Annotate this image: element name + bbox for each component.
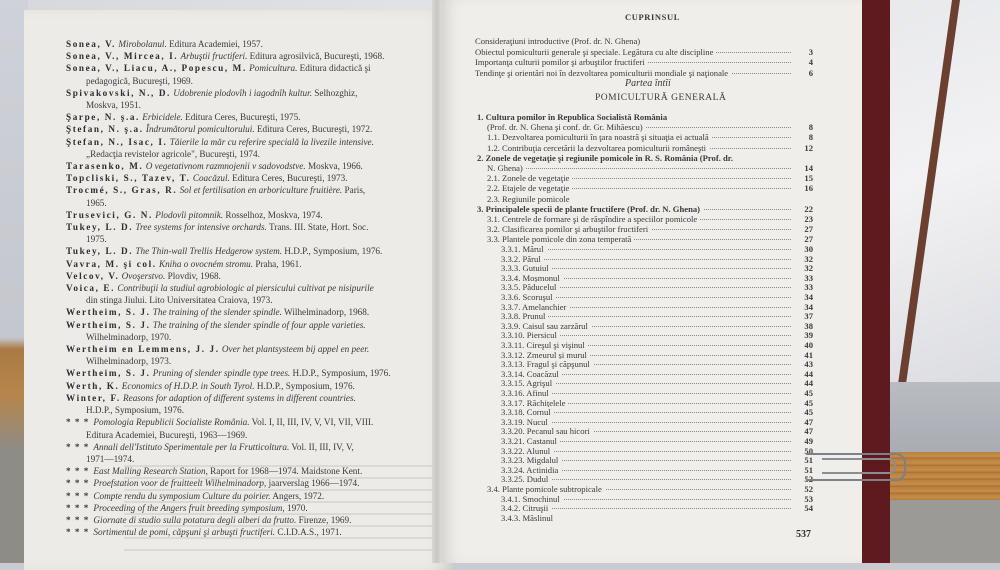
entry-author: Tarasenko, M. — [66, 161, 144, 172]
entry-title: Udobrenie plodovîh i iagodnîh kultur. — [173, 87, 312, 98]
bibliography-entry — [66, 221, 426, 233]
bibliography-entry — [66, 233, 426, 245]
toc-entry-page: 33 — [804, 272, 813, 283]
entry-title: Contribuţii la studiul agrobiologic al piersicului cultivat pe nisipurile — [117, 283, 374, 294]
toc-entry-label: N. Ghena) — [487, 163, 526, 173]
toc-entry — [475, 302, 813, 312]
toc-entry-page: 27 — [804, 224, 813, 235]
entry-title: The training of the slender spindle. — [152, 307, 282, 318]
entry-author: Werth, K. — [66, 380, 120, 391]
entry-title: Îndrumătorul pomicultorului. — [145, 124, 255, 135]
entry-publication: Trans. III. State, Hort. Soc. — [266, 222, 369, 233]
toc-entry-page: 47 — [804, 426, 813, 437]
toc-entry — [475, 484, 813, 494]
bibliography-entry — [66, 111, 426, 123]
entry-author: Ştefan, N. ş.a. — [66, 124, 144, 135]
toc-entry-page: 49 — [804, 436, 813, 446]
entry-title: Pruning of slender spindle type trees. — [152, 368, 291, 379]
toc-entry — [475, 132, 813, 142]
toc-entry-page: 27 — [804, 234, 813, 245]
entry-author: Voica, E. — [66, 283, 116, 294]
toc-entry-page: 34 — [804, 301, 813, 312]
toc-entry — [475, 282, 813, 292]
toc-entry-label: 3.3.17. Răchiţelele — [501, 398, 568, 408]
entry-title: Economics of H.D.P. in South Tyrol. — [121, 380, 255, 391]
toc-entry-page: 45 — [804, 388, 813, 398]
entry-publication: Raport for 1968—1974. Maidstone Kent. — [207, 466, 363, 477]
toc-entry — [475, 417, 813, 427]
leader-dots — [501, 259, 791, 260]
anonymous-marker: * * * — [66, 514, 90, 525]
toc-entry — [475, 388, 813, 398]
toc-entry — [475, 163, 813, 173]
toc-entry — [475, 244, 813, 254]
bibliography-entry — [66, 87, 426, 99]
entry-author: Trusevici, G. N. — [66, 209, 153, 220]
entry-publication: Editura Academiei, 1957. — [166, 39, 263, 49]
entry-title: Proceeding of the Angers fruit breeding symposium, — [93, 502, 285, 513]
toc-entry — [475, 446, 813, 456]
toc-entry — [475, 143, 813, 153]
entry-publication: Vol. II, III, IV, V, — [289, 441, 354, 452]
toc-entry-label: 3.3.16. Afinul — [501, 388, 552, 398]
entry-publication: Selhozghiz, — [312, 87, 358, 98]
bibliography-entry — [66, 209, 426, 221]
bibliography-list — [66, 38, 426, 538]
entry-author: Tukey, L. D. — [66, 222, 134, 233]
entry-title: Pomologia Republicii Socialiste România. — [93, 417, 250, 428]
entry-title: Tree systems for intensive orchards. — [135, 222, 267, 233]
toc-entry — [475, 426, 813, 436]
toc-entry-page: 4 — [808, 57, 813, 67]
background-stone-floor — [888, 500, 1000, 563]
toc-entry-page: 51 — [804, 455, 813, 466]
entry-publication: H.D.P., Symposium, 1976. — [254, 380, 355, 391]
entry-title: Tăierile la măr cu referire specială la livezile intensive. — [169, 136, 374, 147]
entry-author: Topcliski, S., Tazev, T. — [66, 173, 191, 184]
entry-publication: 1970. — [284, 502, 308, 513]
bibliography-entry — [66, 416, 426, 428]
toc-entry-label: 3.3.13. Fragul şi căpşunul — [501, 359, 593, 369]
toc-entry-label: Obiectul pomiculturii generale şi speciale. Legătura cu alte discipline — [475, 47, 716, 57]
toc-entry — [475, 112, 813, 122]
toc-entry-page: 15 — [804, 173, 813, 184]
entry-publication: Vol. I, II, III, IV, V, VI, VII, VIII. — [249, 417, 374, 428]
entry-author: Sonea, V., Liacu, A., Popescu, M. — [66, 63, 247, 74]
entry-continuation: „Redacţia revistelor agricole", Bucureşti, 1974. — [86, 148, 260, 159]
toc-title: CUPRINSUL — [625, 12, 680, 22]
toc-entry-label: 3.3.25. Dudul — [501, 474, 551, 484]
toc-entry — [475, 47, 813, 57]
toc-entry-label: 3.3.8. Prunul — [501, 311, 548, 321]
entry-continuation: Moskva, 1951. — [86, 100, 141, 111]
toc-entry — [475, 173, 813, 183]
toc-entry-label: 3.3.3. Gutuiul — [501, 263, 552, 273]
entry-publication: Firenze, 1969. — [296, 514, 352, 525]
toc-entry-label: 3.3.6. Scoruşul — [501, 292, 556, 302]
toc-entry-label: 3.3. Plantele pomicole din zona temperată — [487, 234, 634, 244]
entry-title: Arbuştii fructiferi. — [180, 51, 248, 62]
toc-entry-label: 3.4.3. Măslinul — [501, 513, 556, 523]
anonymous-marker: * * * — [66, 441, 90, 452]
anonymous-marker: * * * — [66, 527, 90, 538]
toc-entry — [475, 369, 813, 379]
entry-author: Trocmé, S., Gras, R. — [66, 185, 178, 196]
toc-entry-label: 3.3.4. Moşmonul — [501, 273, 563, 283]
bibliography-entry — [66, 490, 426, 502]
toc-entry — [475, 234, 813, 244]
bibliography-entry — [66, 319, 426, 331]
toc-entry — [475, 436, 813, 446]
entry-title: Plodovîi pitomnik. — [155, 209, 224, 220]
bibliography-entry — [66, 502, 426, 514]
entry-publication: Editura agrosilvică, Bucureşti, 1968. — [247, 51, 385, 62]
bibliography-entry — [66, 184, 426, 196]
bibliography-entry — [66, 331, 426, 343]
toc-entry-label: 1.2. Contribuţia cercetării la dezvoltarea pomiculturii româneşti — [487, 143, 709, 153]
entry-title: East Malling Research Station, — [93, 466, 208, 477]
entry-publication: Moskva, 1966. — [305, 161, 363, 172]
leader-dots — [487, 168, 791, 169]
toc-entry — [475, 378, 813, 388]
background-steel-plate — [888, 382, 1000, 452]
toc-entry-label: 3.3.1. Mărul — [501, 244, 547, 254]
entry-author: Sonea, V., Mircea, I. — [66, 51, 179, 62]
entry-publication: H.D.P., Symposium, 1976. — [290, 368, 391, 379]
bibliography-entry — [66, 282, 426, 294]
entry-continuation: din stinga Jiului. Lito Universitatea Craiova, 1973. — [86, 295, 273, 306]
toc-entry-label: 3. Principalele specii de plante fructifere (Prof. dr. N. Ghena) — [477, 204, 703, 214]
entry-continuation: Wilhelminadorp, 1973. — [86, 356, 172, 367]
bibliography-entry — [66, 123, 426, 135]
toc-entry-label: 3.3.23. Migdalul — [501, 455, 561, 465]
toc-entry-page: 22 — [804, 203, 813, 214]
entry-publication: C.I.D.A.S., 1971. — [275, 527, 342, 538]
entry-continuation: Editura Academiei, Bucureşti, 1963—1969. — [86, 429, 248, 440]
toc-entry-label: 3.2. Clasificarea pomilor şi arbuştilor fructiferi — [487, 224, 651, 234]
book-gutter — [432, 0, 442, 563]
toc-entry-page: 30 — [804, 244, 813, 254]
entry-author: Şarpe, N. ş.a. — [66, 112, 140, 123]
bibliography-entry — [66, 380, 426, 392]
entry-title: Sol et fertilisation en arboriculture fruitière. — [179, 185, 343, 196]
entry-publication: Editura Ceres, Bucureşti, 1972. — [254, 124, 373, 135]
entry-title: Giornate di studio sulla potatura degli alberi da frutto. — [93, 514, 297, 525]
entry-publication: Editura Ceres, Bucureşti, 1975. — [182, 112, 301, 123]
entry-publication: Paris, — [342, 185, 366, 196]
toc-entry-page: 6 — [808, 67, 813, 78]
toc-entry-page: 8 — [808, 122, 813, 133]
toc-entry — [475, 254, 813, 264]
toc-entry-label: 3.3.5. Păducelul — [501, 282, 559, 292]
bibliography-entry — [66, 136, 426, 148]
entry-publication: jaarverslag 1966—1974. — [266, 478, 360, 489]
toc-entry-page: 33 — [804, 282, 813, 293]
toc-entry-label: 3.3.14. Coacăzul — [501, 369, 562, 379]
toc-entry-page: 37 — [804, 311, 813, 322]
toc-entry-label: 1.1. Dezvoltarea pomiculturii în ţara noastră şi situaţia ei actuală — [487, 132, 712, 142]
entry-continuation: 1975. — [86, 234, 107, 245]
bibliography-entry — [66, 99, 426, 111]
anonymous-marker: * * * — [66, 502, 90, 513]
toc-entry — [475, 263, 813, 273]
entry-title: Reasons for adaption of different systems in different countries. — [123, 392, 356, 403]
entry-author: Ştefan, N., Isac, I. — [66, 136, 168, 147]
entry-publication: Rosselhoz, Moskva, 1974. — [223, 209, 323, 220]
toc-entry-page: 52 — [804, 484, 813, 494]
entry-title: Pomicultura. — [249, 63, 298, 74]
toc-entry-label: 3.3.19. Nucul — [501, 417, 551, 427]
toc-entry-page: 43 — [804, 359, 813, 370]
entry-title: The training of the slender spindle of four apple varieties. — [152, 319, 366, 330]
toc-entry-label: 2.1. Zonele de vegetaţie — [487, 173, 572, 183]
anonymous-marker: * * * — [66, 490, 90, 501]
toc-entry-page: 39 — [804, 330, 813, 341]
toc-entry — [475, 494, 813, 504]
toc-entry — [475, 122, 813, 132]
toc-entry-label: Importanţa culturii pomilor şi arbuştilor fructiferi — [475, 57, 648, 67]
toc-entry-label: Tendinţe şi orientări noi în dezvoltarea pomiculturii mondiale şi naţionale — [475, 68, 731, 78]
anonymous-marker: * * * — [66, 466, 90, 477]
toc-entry — [475, 350, 813, 360]
entry-publication: Wilhelminadorp, 1968. — [281, 307, 370, 318]
paperclip-inner-icon — [822, 458, 896, 474]
entry-author: Tukey, L. D. — [66, 246, 134, 257]
bibliography-entry — [66, 392, 426, 404]
toc-entry — [475, 311, 813, 321]
anonymous-marker: * * * — [66, 478, 90, 489]
bibliography-entry — [66, 367, 426, 379]
toc-entry — [475, 330, 813, 340]
entry-publication: Editura didactică şi — [297, 63, 371, 74]
toc-entry — [475, 513, 813, 523]
toc-entry — [475, 292, 813, 302]
toc-entry-label: 2.2. Etajele de vegetaţie — [487, 183, 572, 193]
entry-author: Wertheim en Lemmens, J. J. — [66, 344, 220, 355]
toc-entry-label: 3.3.15. Agrişul — [501, 378, 555, 388]
toc-entry — [475, 68, 813, 78]
entry-continuation: 1965. — [86, 197, 107, 208]
toc-entry-label: 3.4. Plante pomicole subtropicale — [487, 484, 605, 494]
entry-continuation: Wilhelminadorp, 1970. — [86, 331, 172, 342]
entry-publication: H.D.P., Symposium, 1976. — [282, 246, 383, 257]
bibliography-entry — [66, 429, 426, 441]
bibliography-entry — [66, 148, 426, 160]
bibliography-entry — [66, 306, 426, 318]
toc-entry — [475, 57, 813, 67]
toc-entry — [475, 407, 813, 417]
entry-title: O vegetativnom razmnojenii v sadovodstve. — [145, 161, 306, 172]
toc-entry-label: 3.3.11. Cireşul şi vişinul — [501, 340, 588, 350]
entry-continuation: pedagogică, Bucureşti, 1969. — [86, 75, 193, 86]
toc-entry — [475, 204, 813, 214]
entry-title: Proefstation voor de fruitteelt Wilhelminadorp, — [93, 478, 267, 489]
bibliography-entry — [66, 38, 426, 50]
toc-entry-page: 23 — [804, 214, 813, 224]
toc-entry-label: 3.3.2. Părul — [501, 254, 544, 264]
toc-entry-page: 14 — [804, 163, 813, 173]
toc-entry-page: 50 — [804, 445, 813, 456]
toc-entry-label: 3.3.24. Actinidia — [501, 465, 561, 475]
toc-entry-page: 53 — [804, 493, 813, 504]
toc-entry-label: (Prof. dr. N. Ghena şi conf. dr. Gr. Mihăescu) — [487, 122, 646, 132]
toc-entry — [475, 503, 813, 513]
bibliography-entry — [66, 270, 426, 282]
bibliography-entry — [66, 245, 426, 257]
toc-entry-page: 8 — [808, 132, 813, 143]
bibliography-entry — [66, 343, 426, 355]
bibliography-entry — [66, 75, 426, 87]
toc-entry — [475, 340, 813, 350]
entry-title: Over het plantsysteem bij appel en peer. — [221, 344, 370, 355]
entry-author: Velcov, V. — [66, 270, 120, 281]
entry-continuation: 1971—1974. — [86, 453, 135, 464]
toc-entry-label: 3.3.21. Castanul — [501, 436, 560, 446]
bibliography-entry — [66, 526, 426, 538]
bibliography-entry — [66, 50, 426, 62]
entry-author: Spivakovski, N., D. — [66, 87, 171, 98]
part-subtitle: POMICULTURĂ GENERALĂ — [595, 93, 727, 103]
toc-entry-label: 1. Cultura pomilor în Republica Socialistă România — [477, 112, 670, 122]
toc-entry-label: 3.4.2. Citruşii — [501, 503, 551, 513]
entry-author: Sonea, V. — [66, 39, 117, 49]
entry-title: Coacăzul. — [192, 173, 230, 184]
toc-entry-page: 45 — [804, 407, 813, 418]
bibliography-entry — [66, 441, 426, 453]
bibliography-entry — [66, 294, 426, 306]
toc-entry — [475, 465, 813, 475]
toc-entry-page: 44 — [804, 368, 813, 379]
toc-entry — [475, 359, 813, 369]
toc-entry — [475, 36, 813, 46]
entry-title: Compte rendu du symposium Culture du poirier. — [93, 490, 271, 501]
entry-title: Mirobolanul. — [118, 39, 167, 49]
toc-entry-label: 2.3. Regiunile pomicole — [487, 194, 573, 204]
bibliography-entry — [66, 453, 426, 465]
toc-entry-label: 3.3.18. Cornul — [501, 407, 554, 417]
toc-entry-page: 38 — [804, 320, 813, 331]
entry-author: Vavra, M. şi col. — [66, 258, 157, 269]
toc-entry — [475, 321, 813, 331]
toc-entry-page: 45 — [804, 397, 813, 408]
toc-entry-label: 3.3.10. Piersicul — [501, 330, 560, 340]
bibliography-entry — [66, 258, 426, 270]
bibliography-entry — [66, 172, 426, 184]
anonymous-marker: * * * — [66, 417, 90, 428]
entry-title: Annali dell'Istituto Sperimentale per la Frutticoltura. — [93, 441, 290, 452]
toc-entry-label: 3.3.7. Amelanchier — [501, 302, 569, 312]
toc-entry-label: 3.3.12. Zmeurul şi murul — [501, 350, 590, 360]
toc-entry-page: 51 — [804, 464, 813, 475]
bibliography-entry — [66, 197, 426, 209]
toc-entry — [475, 455, 813, 465]
toc-entry-page: 16 — [804, 183, 813, 194]
bibliography-entry — [66, 465, 426, 477]
toc-entry-page: 40 — [804, 340, 813, 350]
toc-entry-page: 12 — [804, 142, 813, 153]
bibliography-entry — [66, 514, 426, 526]
toc-entry-page: 3 — [808, 46, 813, 57]
entry-author: Wertheim, S. J. — [66, 368, 151, 379]
toc-entry-label: 2. Zonele de vegetaţie şi regiunile pomicole în R. S. România (Prof. dr. — [477, 153, 736, 163]
toc-entry-label: 3.4.1. Smochinul — [501, 494, 563, 504]
toc-entry-label: 3.3.22. Alunul — [501, 446, 553, 456]
entry-publication: Angers, 1972. — [270, 490, 325, 501]
toc-entry-label: Consideraţiuni introductive (Prof. dr. N. Ghena) — [475, 36, 643, 46]
entry-author: Winter, F. — [66, 392, 121, 403]
toc-entry — [475, 474, 813, 484]
entry-continuation: H.D.P., Symposium, 1976. — [86, 405, 185, 416]
toc-entry — [475, 398, 813, 408]
bibliography-entry — [66, 477, 426, 489]
bibliography-entry — [66, 62, 426, 74]
toc-entry-label: 3.1. Centrele de formare şi de răspîndire a speciilor pomicole — [487, 214, 700, 224]
toc-entry — [475, 183, 813, 193]
toc-entry — [475, 224, 813, 234]
page-number: 537 — [796, 529, 811, 540]
toc-entry-label: 3.3.9. Caisul sau zarzărul — [501, 321, 591, 331]
entry-title: Ovoşerstvo. — [121, 270, 166, 281]
entry-title: The Thin-wall Trellis Hedgerow system. — [135, 246, 282, 257]
entry-publication: Editura Ceres, Bucureşti, 1973. — [229, 173, 348, 184]
bibliography-entry — [66, 355, 426, 367]
entry-author: Wertheim, S. J. — [66, 319, 151, 330]
toc-entry-page: 44 — [804, 378, 813, 389]
toc-entry-label: 3.3.20. Pecanul sau hicori — [501, 426, 593, 436]
part-title: Partea întîi — [625, 78, 671, 89]
toc-entry-page: 32 — [804, 263, 813, 274]
bibliography-entry — [66, 160, 426, 172]
toc-entry — [475, 214, 813, 224]
toc-entry — [475, 273, 813, 283]
toc-entry-page: 47 — [804, 416, 813, 427]
entry-publication: Praha, 1961. — [253, 258, 302, 269]
entry-publication: Plovdiv, 1968. — [165, 270, 221, 281]
toc-entry-page: 52 — [804, 474, 813, 485]
entry-author: Wertheim, S. J. — [66, 307, 151, 318]
toc-entry — [475, 194, 813, 204]
toc-entry-page: 32 — [804, 253, 813, 264]
entry-title: Kniha o ovocném stromu. — [158, 258, 254, 269]
toc-entry — [475, 153, 813, 163]
toc-entry-page: 41 — [804, 349, 813, 360]
entry-title: Erbicidele. — [142, 112, 183, 123]
bibliography-entry — [66, 404, 426, 416]
toc-entry-page: 34 — [804, 292, 813, 302]
toc-entry-page: 54 — [804, 503, 813, 514]
entry-title: Sortimentul de pomi, căpşuni şi arbuşti fructiferi. — [93, 527, 276, 538]
